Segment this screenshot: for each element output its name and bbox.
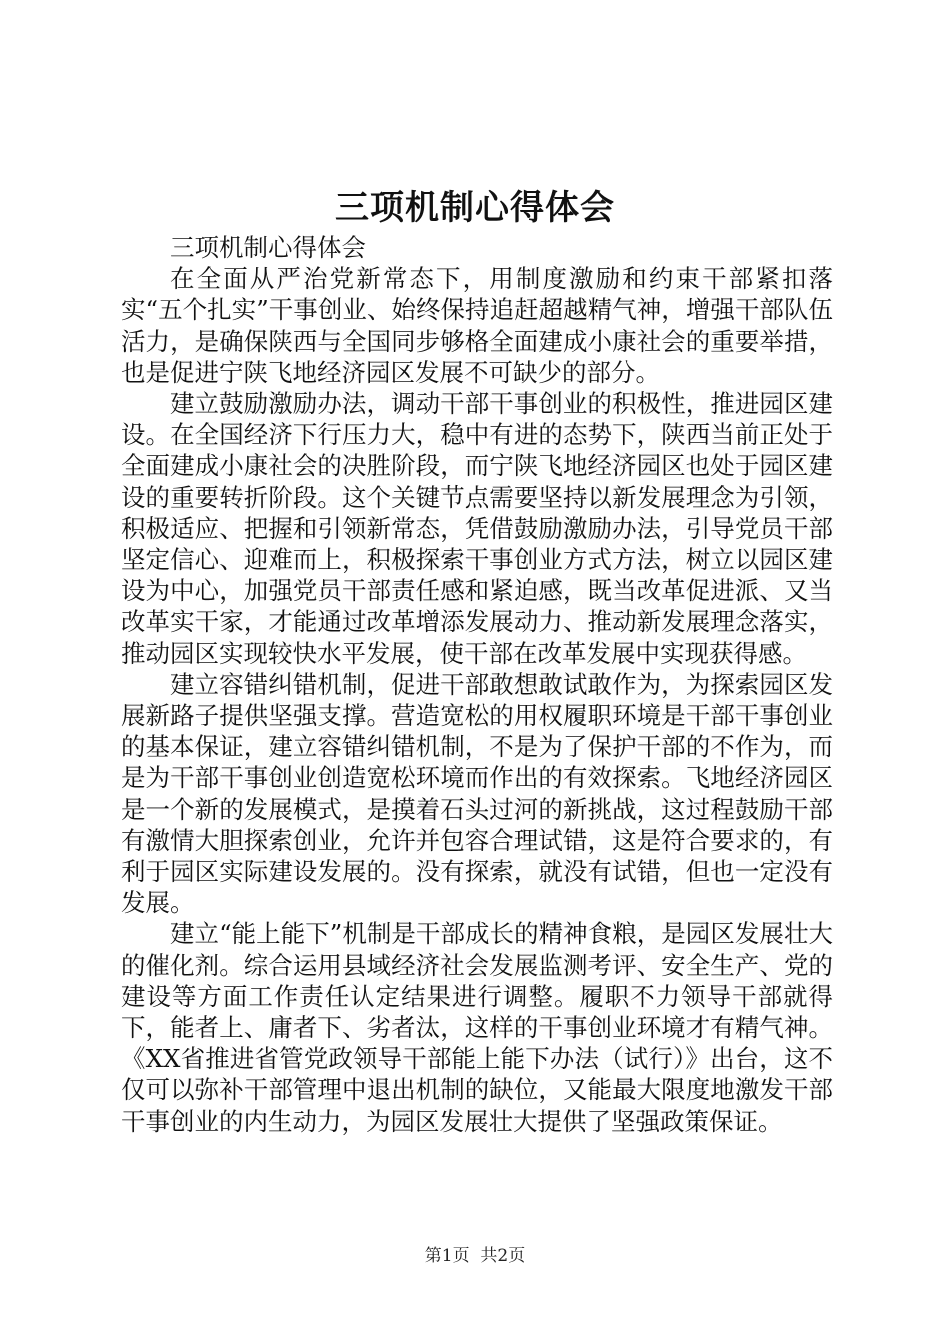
document-title: 三项机制心得体会 (335, 188, 615, 228)
page-footer (0, 1244, 950, 1268)
page-total: 共2页 (480, 1246, 526, 1266)
document-body (121, 232, 833, 1137)
subtitle-paragraph: 三项机制心得体会 (170, 233, 366, 262)
error-tolerance-paragraph: 建立容错纠错机制，促进干部敢想敢试敢作为，为探索园区发展新路子提供坚强支撑。营造宽松的用权履职环境是干部干事创业的基本保证，建立容错纠错机制，不是为了保护干部的不作为，而是为干部干事创业创造宽松环境而作出的有效探索。飞地经济园区是一个新的发展模式，是摸着石头过河的新挑战，这过程鼓励干部有激情大胆探索创业，允许并包容合理试错，这是符合要求的，有利于园区实际建设发展的。没有探索，就没有试错，但也一定没有发展。 (121, 669, 833, 918)
promotion-demotion-paragraph: 建立“能上能下”机制是干部成长的精神食粮，是园区发展壮大的催化剂。综合运用县域经济社会发展监测考评、安全生产、党的建设等方面工作责任认定结果进行调整。履职不力领导干部就得下，能者上、庸者下、劣者汰，这样的干事创业环境才有精气神。《XX省推进省管党政领导干部能上能下办法（试行）》出台，这不仅可以弥补干部管理中退出机制的缺位，又能最大限度地激发干部干事创业的内生动力，为园区发展壮大提供了坚强政策保证。 (121, 919, 833, 1136)
incentive-paragraph: 建立鼓励激励办法，调动干部干事创业的积极性，推进园区建设。在全国经济下行压力大，稳中有进的态势下，陕西当前正处于全面建成小康社会的决胜阶段，而宁陕飞地经济园区也处于园区建设的重要转折阶段。这个关键节点需要坚持以新发展理念为引领，积极适应、把握和引领新常态，凭借鼓励激励办法，引导党员干部坚定信心、迎难而上，积极探索干事创业方式方法，树立以园区建设为中心，加强党员干部责任感和紧迫感，既当改革促进派、又当改革实干家，才能通过改革增添发展动力、推动新发展理念落实，推动园区实现较快水平发展，使干部在改革发展中实现获得感。 (121, 389, 833, 668)
intro-paragraph: 在全面从严治党新常态下，用制度激励和约束干部紧扣落实“五个扎实”干事创业、始终保持追赶超越精气神，增强干部队伍活力，是确保陕西与全国同步够格全面建成小康社会的重要举措，也是促进宁陕飞地经济园区发展不可缺少的部分。 (121, 264, 833, 387)
page-number: 第1页 (424, 1246, 470, 1266)
